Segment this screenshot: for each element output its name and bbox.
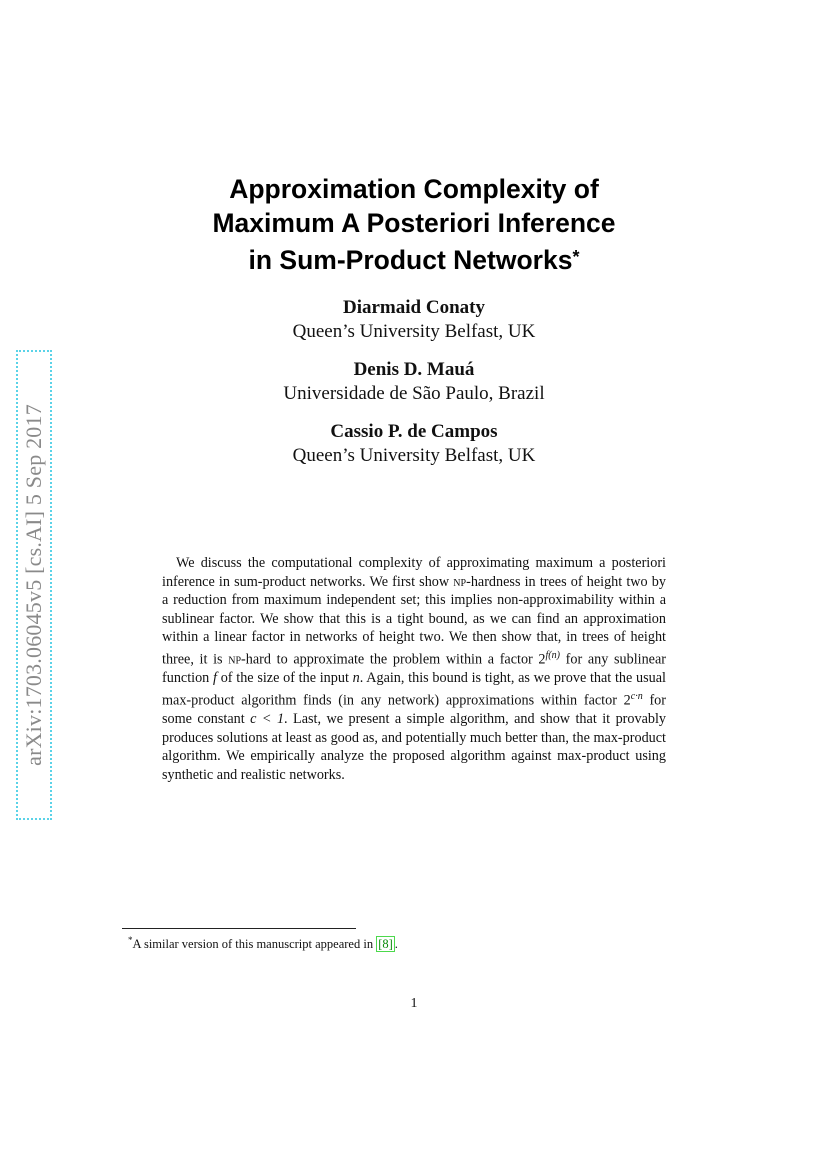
title-line-2: Maximum A Posteriori Inference [212, 208, 616, 238]
math-var: n [352, 670, 360, 687]
title-line-3 [0, 240, 828, 277]
author-3 [0, 420, 828, 468]
author-1 [0, 296, 828, 344]
citation-link[interactable]: [8] [378, 937, 393, 951]
title-line-3-text: in Sum-Product Networks [248, 245, 573, 275]
math-var: c < 1 [250, 711, 285, 728]
abstract-text: for any sublinear function [162, 651, 666, 687]
author-2 [0, 358, 828, 406]
footnote-divider [122, 928, 356, 929]
arxiv-identifier[interactable]: arXiv:1703.06045v5 [cs.AI] 5 Sep 2017 [21, 404, 47, 766]
title-footnote-mark: * [572, 247, 580, 267]
abstract-text: for some constant [162, 692, 666, 728]
author-name: Cassio P. de Campos [330, 421, 498, 442]
exponent: c·n [630, 690, 643, 702]
author-affiliation: Queen’s University Belfast, UK [292, 321, 536, 342]
np-term: np [228, 651, 242, 668]
author-name: Diarmaid Conaty [343, 297, 485, 318]
exponent: f(n) [545, 649, 560, 661]
abstract-text: . Again, this bound is tight, as we prove that the usual max-product algorithm finds (in any network) approximations within factor 2 [162, 670, 666, 709]
abstract [162, 554, 666, 785]
abstract-text: We discuss the computational complexity of approximating maximum a posteriori inference in sum-product networks. We first show [162, 555, 666, 590]
footnote-end: . [394, 937, 398, 951]
abstract-text: -hard to approximate the problem within a factor 2 [241, 651, 546, 668]
author-name: Denis D. Mauá [353, 359, 475, 380]
footnote [128, 932, 398, 952]
math-var: f [213, 670, 217, 687]
abstract-text: -hardness in trees of height two by a reduction from maximum independent set; this implies non-approximability within a sublinear factor. We show that this is a tight bound, as we can find an approximation within a linear factor in networks of height two. We then show that, in trees of height three, it is [162, 573, 666, 668]
footnote-text: A similar version of this manuscript appeared in [132, 937, 377, 951]
author-block [0, 296, 828, 482]
footnote-mark: * [128, 935, 133, 945]
abstract-text: of the size of the input [216, 670, 353, 687]
author-affiliation: Queen’s University Belfast, UK [292, 445, 536, 466]
paper-title [0, 172, 828, 277]
author-affiliation: Universidade de São Paulo, Brazil [283, 383, 545, 404]
title-line-1: Approximation Complexity of [229, 174, 599, 204]
abstract-text: . Last, we present a simple algorithm, and show that it provably produces solutions at least as good as, and potentially much better than, the max-product algorithm. We empirically analyze the proposed algorithm against max-product using synthetic and realistic networks. [162, 711, 666, 783]
np-term: np [453, 573, 467, 590]
page-number: 1 [410, 996, 418, 1011]
